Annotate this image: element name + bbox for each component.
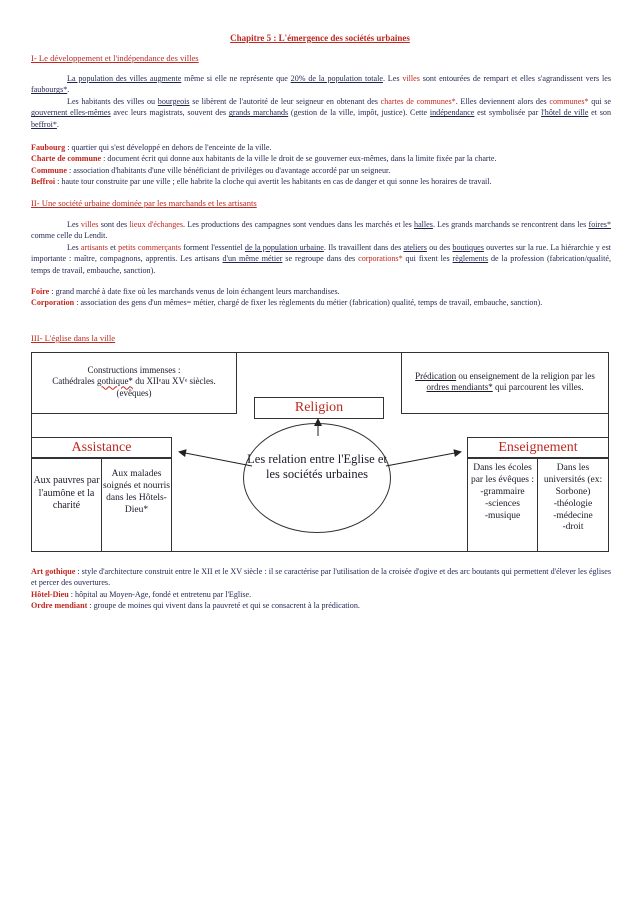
arrow-right — [386, 452, 460, 466]
ecoles-item: -musique — [484, 510, 521, 521]
paragraph-1-2: Les habitants des villes ou bourgeois se libèrent de l'autorité de leur seigneur en obtenant des chartes de communes*. Elles deviennent alors des communes* qui se gouvernent elles-mêmes avec leurs magistrats, souvent des grands marchands (gestion de la ville, impôt, justice). Cette indépendance est symbolisée par l'hôtel de ville et son beffroi*. — [31, 97, 612, 129]
predication-box: Prédication ou enseignement de la religion par les ordres mendiants* qui parcourent les villes. — [401, 352, 609, 414]
assistance-header: Assistance — [31, 437, 172, 458]
constructions-line1: Constructions immenses : — [87, 365, 181, 375]
section-heading-3: III- L'église dans la ville — [31, 333, 116, 343]
ecoles-item: -sciences — [485, 498, 520, 509]
definition-line: Commune : association d'habitants d'une ville bénéficiant de privilèges ou d'avantage accordé par un seigneur. — [31, 165, 391, 175]
definition-line: Ordre mendiant : groupe de moines qui vivent dans la pauvreté et qui se consacrent à la prédication. — [31, 601, 360, 611]
paragraph-2-1: Les villes sont des lieux d'échanges. Les productions des campagnes sont vendues dans les marchés et les halles. Les grands marchands se rencontrent dans les foires* comme celle du Lendit. — [31, 220, 611, 241]
definitions-3 — [31, 566, 611, 612]
definition-line: Art gothique : style d'architecture construit entre le XII et le XV siècle : il se caractérise par l'utilisation de la croisée d'ogive et des arc boutants qui permettent d'élever les églises et percer des ouvertures. — [31, 567, 611, 588]
universites-item: -théologie — [553, 498, 593, 509]
ecoles-text: Dans les écoles par les évêques : — [470, 463, 535, 485]
malades-box: Aux malades soignés et nourris dans les Hôtels-Dieu* — [101, 458, 172, 552]
section-heading-2: II- Une société urbaine dominée par les marchands et les artisants — [31, 198, 257, 208]
section-heading-1: I- Le développement et l'indépendance des villes — [31, 53, 199, 63]
universites-text: Dans les universités (ex: Sorbone) — [543, 463, 603, 497]
definition-line: Faubourg : quartier qui s'est développé en dehors de l'enceinte de la ville. — [31, 143, 272, 152]
constructions-line3: (evêques) — [116, 387, 152, 398]
pauvres-box: Aux pauvres par l'aumône et la charité — [31, 458, 102, 552]
paragraph-2-2: Les artisants et petits commerçants forment l'essentiel de la population urbaine. Ils travaillent dans des ateliers ou des boutiques ouvertes sur la rue. La hiérarchie y est importante : maître, compagnons, apprentis. Les artisans d'un même métier se regroupe dans des corporations* qui fixent les règlements de la profession (fabrication/qualité, temps de travail, embauche, sanction). — [31, 243, 611, 275]
definition-line: Hôtel-Dieu : hôpital au Moyen-Age, fondé et entretenu par l'Eglise. — [31, 589, 252, 599]
ecoles-item: -grammaire — [480, 486, 525, 497]
definition-line: Charte de commune : document écrit qui donne aux habitants de la ville le droit de se gouverner eux-mêmes, dans la limite fixée par la charte. — [31, 154, 497, 164]
definition-line: Beffroi : haute tour construite par une ville ; elle habrite la cloche qui avertit les habitants en cas de danger et qui sonne les horaires de travail. — [31, 177, 492, 187]
paragraph-1-1: La population des villes augmente même si elle ne représente que 20% de la population totale. Les villes sont entourées de rempart et elles s'agrandissent vers les faubourgs*. — [31, 74, 611, 95]
center-ellipse: Les relation entre l'Eglise et les sociétés urbaines — [243, 423, 391, 533]
page-title: Chapitre 5 : L'émergence des sociétés urbaines — [230, 33, 410, 43]
religion-box: Religion — [254, 397, 384, 419]
definition-line: Corporation : association des gens d'un mêmes= métier, chargé de fixer les règlements du métier (fabrication) qualité, temps de travail, embauche, sanction). — [31, 298, 543, 308]
definition-line: Foire : grand marché à date fixe où les marchands venus de loin échangent leurs marchandises. — [31, 287, 340, 296]
universites-item: -médecine — [553, 510, 593, 521]
universites-item: -droit — [562, 522, 584, 533]
enseignement-header: Enseignement — [467, 437, 609, 458]
constructions-line2: Cathédrales gothique* du XIIᵉau XVᵉ siècles. — [52, 376, 216, 387]
arrow-left — [180, 452, 252, 466]
